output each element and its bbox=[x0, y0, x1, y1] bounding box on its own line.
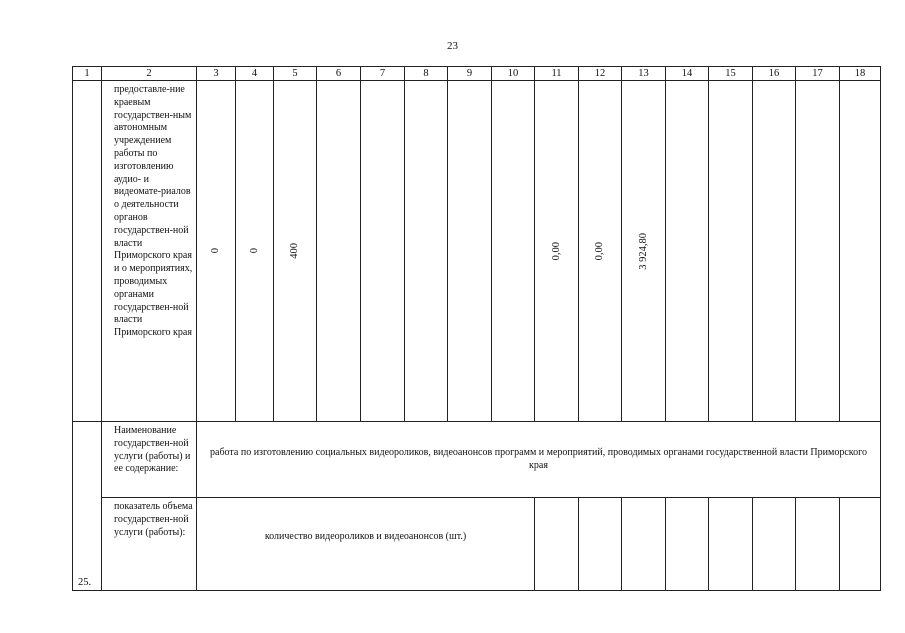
volume-indicator-content: количество видеороликов и видеоанонсов (шт.) bbox=[197, 498, 535, 591]
volume-indicator-label: показатель объема государствен-ной услуги (работы): bbox=[102, 498, 197, 591]
volume-cell-col-13 bbox=[622, 498, 666, 591]
value-col-13: 3 924,80 bbox=[637, 232, 649, 270]
row-number: 25. bbox=[73, 422, 102, 591]
col-header-15: 15 bbox=[709, 67, 753, 81]
value-col-12: 0,00 bbox=[594, 241, 606, 261]
col-header-5: 5 bbox=[274, 67, 317, 81]
cell-col-10 bbox=[492, 81, 535, 422]
volume-cell-col-11 bbox=[535, 498, 579, 591]
service-name-content: работа по изготовлению социальных видеороликов, видеоанонсов программ и мероприятий, проводимых органами государственной власти Приморского края bbox=[197, 422, 881, 498]
col-header-1: 1 bbox=[73, 67, 102, 81]
cell-col-17 bbox=[796, 81, 840, 422]
col-header-11: 11 bbox=[535, 67, 579, 81]
volume-cell-col-18 bbox=[840, 498, 881, 591]
cell-col-18 bbox=[840, 81, 881, 422]
col-header-4: 4 bbox=[236, 67, 274, 81]
header-row bbox=[73, 67, 881, 81]
col-header-14: 14 bbox=[666, 67, 709, 81]
table-row-service-provision bbox=[73, 81, 881, 422]
value-col-3: 0 bbox=[210, 248, 222, 254]
budget-table bbox=[72, 66, 881, 591]
col-header-18: 18 bbox=[840, 67, 881, 81]
cell-col-12 bbox=[579, 81, 622, 422]
row-description: предоставле-ние краевым государствен-ным автономным учреждением работы по изготовлению аудио- и видеомате-риалов о деятельности органов государствен-ной власти Приморского края и о мероприятиях, проводимых органами государствен-ной власти Приморского края bbox=[102, 81, 197, 422]
cell-col-3 bbox=[197, 81, 236, 422]
cell-col-5 bbox=[274, 81, 317, 422]
col-header-13: 13 bbox=[622, 67, 666, 81]
volume-cell-col-12 bbox=[579, 498, 622, 591]
col-header-7: 7 bbox=[361, 67, 405, 81]
col-header-2: 2 bbox=[102, 67, 197, 81]
cell-col-15 bbox=[709, 81, 753, 422]
table-row-volume-indicator bbox=[73, 498, 881, 591]
cell-col-6 bbox=[317, 81, 361, 422]
cell-col-9 bbox=[448, 81, 492, 422]
cell-col-8 bbox=[405, 81, 448, 422]
volume-cell-col-14 bbox=[666, 498, 709, 591]
col-header-12: 12 bbox=[579, 67, 622, 81]
cell-col-13 bbox=[622, 81, 666, 422]
cell-col-16 bbox=[753, 81, 796, 422]
value-col-5: 400 bbox=[289, 243, 301, 259]
cell-col-4 bbox=[236, 81, 274, 422]
col-header-9: 9 bbox=[448, 67, 492, 81]
row-number-cell bbox=[73, 81, 102, 422]
col-header-16: 16 bbox=[753, 67, 796, 81]
col-header-10: 10 bbox=[492, 67, 535, 81]
col-header-8: 8 bbox=[405, 67, 448, 81]
volume-cell-col-15 bbox=[709, 498, 753, 591]
cell-col-7 bbox=[361, 81, 405, 422]
volume-cell-col-17 bbox=[796, 498, 840, 591]
value-col-4: 0 bbox=[248, 248, 260, 254]
page-number: 23 bbox=[447, 40, 458, 52]
table-row-service-name bbox=[73, 422, 881, 498]
cell-col-11 bbox=[535, 81, 579, 422]
volume-cell-col-16 bbox=[753, 498, 796, 591]
service-name-label: Наименование государствен-ной услуги (работы) и ее содержание: bbox=[102, 422, 197, 498]
col-header-17: 17 bbox=[796, 67, 840, 81]
col-header-6: 6 bbox=[317, 67, 361, 81]
value-col-11: 0,00 bbox=[550, 241, 562, 261]
cell-col-14 bbox=[666, 81, 709, 422]
col-header-3: 3 bbox=[197, 67, 236, 81]
